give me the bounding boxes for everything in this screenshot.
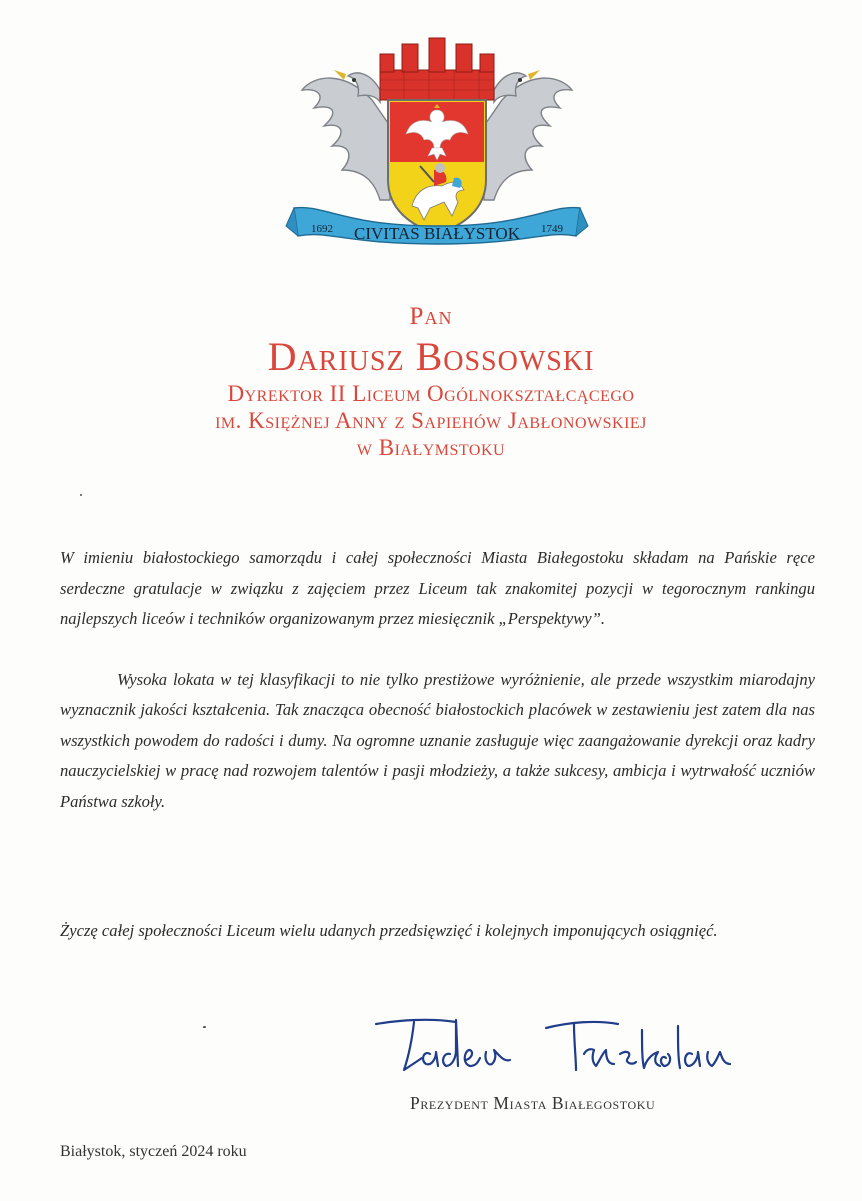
paragraph-congratulations: W imieniu białostockiego samorządu i całej społeczności Miasta Białegostoku składam na Pańskie ręce serdeczne gratulacje w związku z zajęciem przez Liceum tak znakomitej pozycji w tegorocznym rankingu najlepszych liceów i techników organizowanym przez miesięcznik „Perspektywy”. — [60, 548, 815, 628]
addressee-name: Dariusz Bossowski — [267, 334, 595, 379]
handwritten-signature — [370, 1010, 750, 1090]
place-and-date: Białystok, styczeń 2024 roku — [60, 1143, 247, 1160]
addressee-block — [0, 302, 862, 461]
closing-wishes: Życzę całej społeczności Liceum wielu udanych przedsięwzięć i kolejnych imponujących osiągnięć. — [60, 921, 718, 940]
crest-motto: CIVITAS BIAŁYSTOK — [354, 224, 520, 243]
addressee-school: im. Księżnej Anny z Sapiehów Jabłonowskiej — [215, 408, 647, 433]
letter-body — [60, 543, 815, 817]
paper-speck — [80, 494, 82, 496]
paragraph-ranking: Wysoka lokata w tej klasyfikacji to nie tylko prestiżowe wyróżnienie, ale przede wszystkim miarodajny wyznacznik jakości kształcenia. Tak znacząca obecność białostockich placówek w zestawieniu jest zatem dla nas wszystkich powodem do radości i dumy. Na ogromne uznanie zasługuje więc zaangażowanie dyrekcji oraz kadry nauczycielskiej w pracę nad rozwojem talentów i pasji młodzieży, a także sukcesy, ambicja i wytrwałość uczniów Państwa szkoły. — [60, 669, 815, 811]
bialystok-coat-of-arms — [284, 30, 590, 248]
crest-year-right: 1749 — [541, 223, 563, 235]
paper-speck — [203, 1026, 206, 1028]
crest-year-left: 1692 — [311, 223, 333, 235]
addressee-city: w Białymstoku — [356, 435, 506, 460]
signatory-title: Prezydent Miasta Białegostoku — [410, 1093, 656, 1113]
addressee-salutation: Pan — [409, 303, 453, 330]
addressee-position: Dyrektor II Liceum Ogólnokształcącego — [227, 381, 635, 406]
